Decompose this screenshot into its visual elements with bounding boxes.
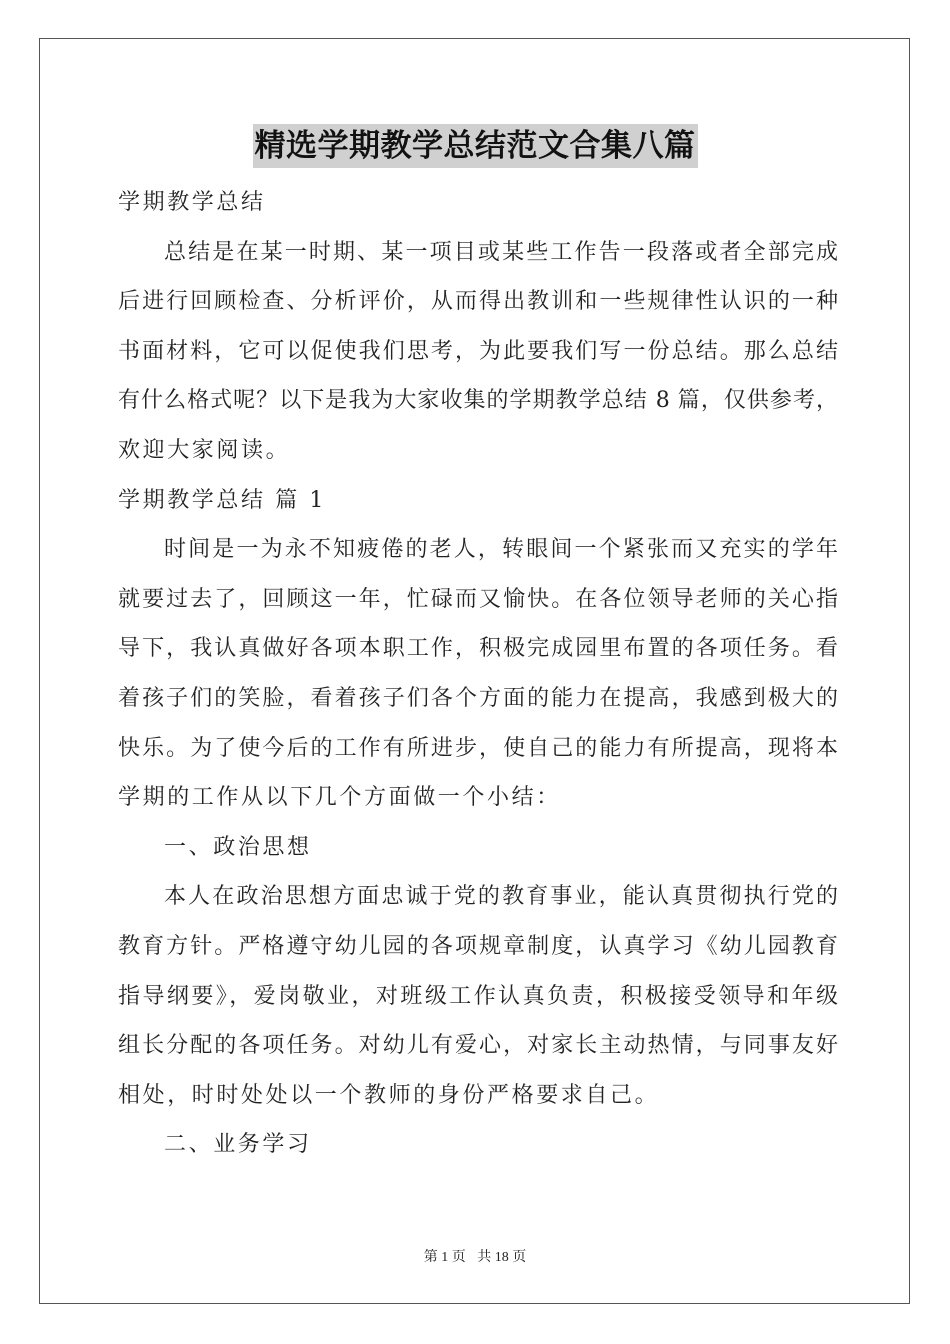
text-line: 总结是在某一时期、某一项目或某些工作告一段落或者全部完成 — [164, 239, 838, 265]
text-line: 本人在政治思想方面忠诚于党的教育事业，能认真贯彻执行党的 — [164, 884, 838, 910]
text-line: 组长分配的各项任务。对幼儿有爱心，对家长主动热情，与同事友好 — [118, 1033, 838, 1059]
text-line: 欢迎大家阅读。 — [118, 437, 291, 463]
text-line: 后进行回顾检查、分析评价，从而得出教训和一些规律性认识的一种 — [118, 289, 838, 315]
text-line: 教育方针。严格遵守幼儿园的各项规章制度，认真学习《幼儿园教育 — [118, 933, 838, 959]
document-body — [118, 178, 838, 1170]
text-line: 有什么格式呢？以下是我为大家收集的学期教学总结 8 篇，仅供参考， — [118, 388, 838, 414]
page-number: 第 1 页 — [423, 1250, 466, 1265]
page-footer — [0, 1246, 950, 1266]
text-line: 学期教学总结 — [118, 190, 266, 215]
text-line: 相处，时时处处以一个教师的身份严格要求自己。 — [118, 1082, 660, 1108]
text-line: 着孩子们的笑脸，看着孩子们各个方面的能力在提高，我感到极大的 — [118, 685, 838, 711]
text-line: 学期的工作从以下几个方面做一个小结： — [118, 785, 561, 811]
text-line: 时间是一为永不知疲倦的老人，转眼间一个紧张而又充实的学年 — [164, 537, 838, 563]
text-line: 就要过去了，回顾这一年，忙碌而又愉快。在各位领导老师的关心指 — [118, 586, 838, 612]
text-line: 快乐。为了使今后的工作有所进步，使自己的能力有所提高，现将本 — [118, 735, 838, 761]
title-wrap — [0, 124, 950, 168]
text-line: 指导纲要》，爱岗敬业，对班级工作认真负责，积极接受领导和年级 — [118, 983, 838, 1009]
text-line: 一、政治思想 — [164, 834, 312, 860]
document-title: 精选学期教学总结范文合集八篇 — [253, 124, 698, 168]
text-line: 导下，我认真做好各项本职工作，积极完成园里布置的各项任务。看 — [118, 636, 838, 662]
text-line: 二、业务学习 — [164, 1132, 312, 1158]
page-total: 共 18 页 — [477, 1250, 527, 1265]
text-line: 书面材料，它可以促使我们思考，为此要我们写一份总结。那么总结 — [118, 338, 838, 364]
text-line: 学期教学总结 篇 1 — [118, 487, 326, 513]
